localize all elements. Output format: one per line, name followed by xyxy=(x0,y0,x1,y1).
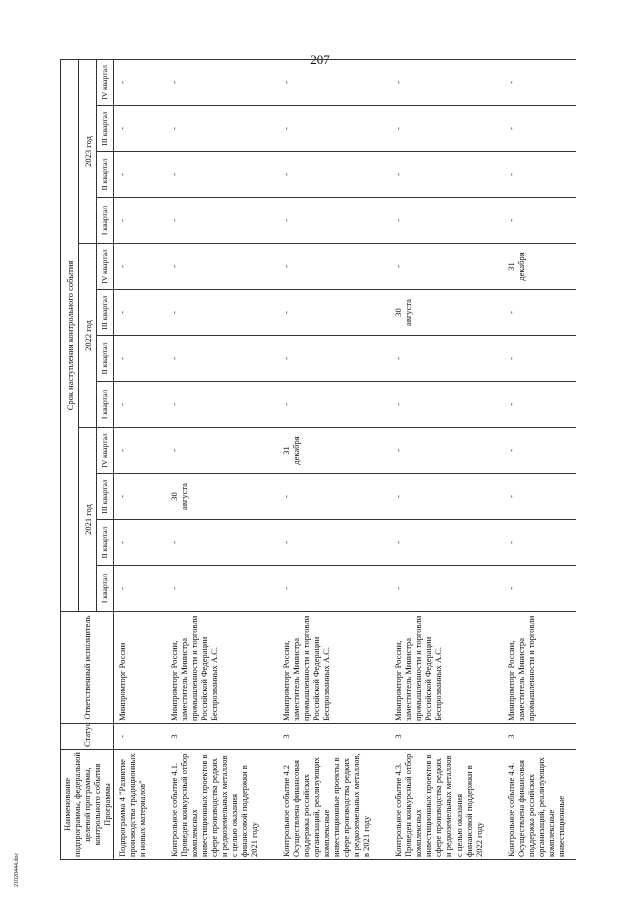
quarter-cell: - xyxy=(269,290,381,336)
quarter-cell: - xyxy=(269,152,381,198)
quarter-cell: - xyxy=(269,59,381,105)
row-responsible: Минпромторг России, заместитель Министра промышленности и торговли Российской Федерации Беспрозванных А.С. xyxy=(269,612,381,724)
quarter-cell: - xyxy=(114,198,158,244)
quarter-cell: - xyxy=(381,106,493,152)
row-name: Подпрограмма 4 "Развитие производства традиционных и новых материалов" xyxy=(114,750,158,860)
control-events-table xyxy=(60,59,576,860)
header-quarter: III квартал xyxy=(97,106,114,152)
quarter-cell: - xyxy=(157,152,269,198)
row-responsible: Минпромторг России, заместитель Министра промышленности и торговли xyxy=(494,612,576,724)
quarter-cell: - xyxy=(381,520,493,566)
table-header xyxy=(61,59,114,859)
footer-filename: 21020444.doc xyxy=(14,852,20,887)
quarter-cell: - xyxy=(114,336,158,382)
quarter-cell: - xyxy=(494,566,576,612)
quarter-cell: - xyxy=(157,198,269,244)
quarter-cell: - xyxy=(157,290,269,336)
quarter-cell: 31 декабря xyxy=(269,428,381,474)
quarter-cell: - xyxy=(381,336,493,382)
quarter-cell: - xyxy=(269,106,381,152)
table-row xyxy=(269,59,381,859)
header-quarter: III квартал xyxy=(97,290,114,336)
quarter-cell: - xyxy=(381,566,493,612)
header-responsible: Ответственный исполнитель xyxy=(61,612,114,724)
rotated-table-container xyxy=(60,60,600,860)
quarter-cell: - xyxy=(114,566,158,612)
quarter-cell: - xyxy=(269,474,381,520)
header-year: 2021 год xyxy=(79,428,97,612)
quarter-cell: - xyxy=(157,59,269,105)
quarter-cell: - xyxy=(114,290,158,336)
quarter-cell: - xyxy=(269,566,381,612)
quarter-cell: - xyxy=(114,382,158,428)
quarter-cell: - xyxy=(269,382,381,428)
quarter-cell: 31 декабря xyxy=(494,244,576,290)
footer-filename-wrap xyxy=(14,852,106,887)
quarter-cell: - xyxy=(381,382,493,428)
quarter-cell: - xyxy=(114,59,158,105)
quarter-cell: - xyxy=(157,106,269,152)
row-responsible: Минпромторг России xyxy=(114,612,158,724)
quarter-cell: - xyxy=(114,106,158,152)
quarter-cell: 30 августа xyxy=(381,290,493,336)
header-quarter: I квартал xyxy=(97,198,114,244)
quarter-cell: 30 августа xyxy=(157,474,269,520)
quarter-cell: - xyxy=(494,290,576,336)
quarter-cell: - xyxy=(157,244,269,290)
quarter-cell: - xyxy=(114,244,158,290)
header-year: 2023 год xyxy=(79,59,97,243)
table-body xyxy=(114,59,576,859)
quarter-cell: - xyxy=(494,520,576,566)
quarter-cell: - xyxy=(157,382,269,428)
quarter-cell: - xyxy=(157,428,269,474)
page-number: 207 xyxy=(310,52,330,67)
quarter-cell: - xyxy=(381,474,493,520)
quarter-cell: - xyxy=(494,106,576,152)
table-row xyxy=(114,59,158,859)
row-name: Контрольное событие 4.2 Осуществлена финансовая поддержка российских организаций, реализующих комплексные инвестиционные проекты в сфере производства редких и редкоземельных металлов, в 2021 году xyxy=(269,750,381,860)
quarter-cell: - xyxy=(494,428,576,474)
quarter-cell: - xyxy=(114,520,158,566)
quarter-cell: - xyxy=(494,59,576,105)
quarter-cell: - xyxy=(494,336,576,382)
header-quarter: I квартал xyxy=(97,382,114,428)
header-year: 2022 год xyxy=(79,244,97,428)
row-responsible: Минпромторг России, заместитель Министра промышленности и торговли Российской Федерации Беспрозванных А.С. xyxy=(157,612,269,724)
quarter-cell: - xyxy=(494,382,576,428)
quarter-cell: - xyxy=(381,244,493,290)
quarter-cell: - xyxy=(157,336,269,382)
row-name: Контрольное событие 4.1. Проведен конкурсный отбор комплексных инвестиционных проектов в сфере производства редких и редкоземельных металлов с целью оказания финансовой поддержки в 2021 году xyxy=(157,750,269,860)
quarter-cell: - xyxy=(269,244,381,290)
header-quarter: IV квартал xyxy=(97,244,114,290)
header-status: Статус xyxy=(61,724,114,750)
quarter-cell: - xyxy=(494,198,576,244)
table-row xyxy=(157,59,269,859)
header-quarter: II квартал xyxy=(97,336,114,382)
quarter-cell: - xyxy=(157,520,269,566)
header-quarter: I квартал xyxy=(97,566,114,612)
row-name: Контрольное событие 4.3. Проведен конкурсный отбор комплексных инвестиционных проектов в сфере производства редких и редкоземельных металлов с целью оказания финансовой поддержки в 2022 году xyxy=(381,750,493,860)
header-quarter: III квартал xyxy=(97,474,114,520)
header-name: Наименование подпрограммы, федеральной целевой программы, контрольного события Программы xyxy=(61,750,114,860)
header-quarter: IV квартал xyxy=(97,59,114,105)
header-quarter: IV квартал xyxy=(97,428,114,474)
table-row xyxy=(381,59,493,859)
quarter-cell: - xyxy=(269,198,381,244)
table-row xyxy=(494,59,576,859)
row-status: 3 xyxy=(157,724,269,750)
header-quarter: II квартал xyxy=(97,520,114,566)
quarter-cell: - xyxy=(381,152,493,198)
quarter-cell: - xyxy=(269,336,381,382)
quarter-cell: - xyxy=(114,152,158,198)
header-deadline: Срок наступления контрольного события xyxy=(61,59,79,611)
row-responsible: Минпромторг России, заместитель Министра промышленности и торговли Российской Федерации Беспрозванных А.С. xyxy=(381,612,493,724)
quarter-cell: - xyxy=(381,198,493,244)
header-quarter: II квартал xyxy=(97,152,114,198)
quarter-cell: - xyxy=(269,520,381,566)
row-status: - xyxy=(114,724,158,750)
quarter-cell: - xyxy=(494,474,576,520)
row-status: 3 xyxy=(494,724,576,750)
row-status: 3 xyxy=(269,724,381,750)
row-name: Контрольное событие 4.4. Осуществлена финансовая поддержка российских организаций, реализующих комплексные инвестиционные xyxy=(494,750,576,860)
quarter-cell: - xyxy=(114,428,158,474)
quarter-cell: - xyxy=(157,566,269,612)
quarter-cell: - xyxy=(114,474,158,520)
quarter-cell: - xyxy=(494,152,576,198)
quarter-cell: - xyxy=(381,428,493,474)
row-status: 3 xyxy=(381,724,493,750)
quarter-cell: - xyxy=(381,59,493,105)
